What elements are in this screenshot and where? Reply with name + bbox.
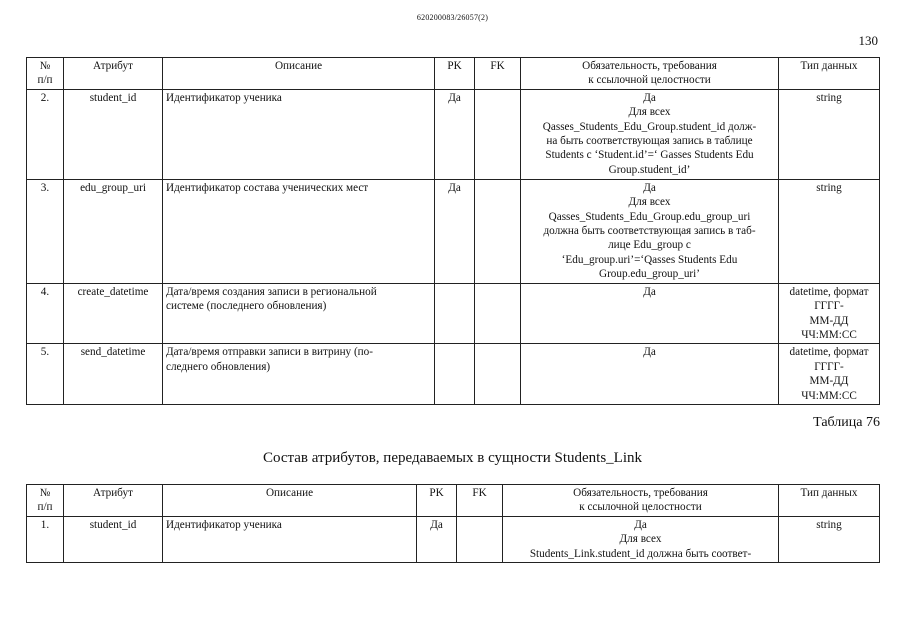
table-header-row xyxy=(27,485,880,517)
cell-num: 1. xyxy=(27,516,64,562)
cell-num: 2. xyxy=(27,89,64,179)
cell-fk xyxy=(457,516,503,562)
cell-requirements: Да Для всех Qasses_Students_Edu_Group.student_id долж- на быть соответствующая запись в таблице Students с ‘Student.id’=‘ Gasses Students Edu Group.student_id’ xyxy=(521,89,779,179)
students-link-attributes-table xyxy=(26,484,880,563)
cell-pk: Да xyxy=(417,516,457,562)
cell-num: 3. xyxy=(27,179,64,283)
header-description: Описание xyxy=(163,58,435,90)
cell-attribute: edu_group_uri xyxy=(64,179,163,283)
header-requirements: Обязательность, требования к ссылочной целостности xyxy=(503,485,779,517)
cell-requirements: Да Для всех Qasses_Students_Edu_Group.edu_group_uri должна быть соответствующая запись в таб- лице Edu_group с ‘Edu_group.uri’=‘Qasses Students Edu Group.edu_group_uri’ xyxy=(521,179,779,283)
cell-fk xyxy=(475,89,521,179)
table-row xyxy=(27,283,880,344)
cell-fk xyxy=(475,179,521,283)
document-id: 620200083/26057(2) xyxy=(416,13,489,22)
cell-data-type: string xyxy=(779,516,880,562)
cell-description: Дата/время создания записи в региональной системе (последнего обновления) xyxy=(163,283,435,344)
header-requirements: Обязательность, требования к ссылочной целостности xyxy=(521,58,779,90)
header-pk: PK xyxy=(417,485,457,517)
table-title: Состав атрибутов, передаваемых в сущности Students_Link xyxy=(263,450,642,466)
header-fk: FK xyxy=(475,58,521,90)
cell-num: 4. xyxy=(27,283,64,344)
cell-description: Идентификатор ученика xyxy=(163,516,417,562)
cell-pk: Да xyxy=(435,179,475,283)
cell-pk xyxy=(435,344,475,405)
cell-attribute: send_datetime xyxy=(64,344,163,405)
header-num: № п/п xyxy=(27,485,64,517)
table-row xyxy=(27,516,880,562)
cell-attribute: student_id xyxy=(64,89,163,179)
cell-pk xyxy=(435,283,475,344)
cell-requirements: Да xyxy=(521,344,779,405)
cell-description: Дата/время отправки записи в витрину (по- следнего обновления) xyxy=(163,344,435,405)
header-description: Описание xyxy=(163,485,417,517)
cell-requirements: Да xyxy=(521,283,779,344)
attributes-table-continued xyxy=(26,57,880,405)
header-fk: FK xyxy=(457,485,503,517)
cell-fk xyxy=(475,344,521,405)
header-data-type: Тип данных xyxy=(779,485,880,517)
table-header-row xyxy=(27,58,880,90)
cell-data-type: datetime, формат ГГГГ- ММ-ДД ЧЧ:ММ:СС xyxy=(779,344,880,405)
header-num: № п/п xyxy=(27,58,64,90)
table-row xyxy=(27,179,880,283)
cell-requirements: Да Для всех Students_Link.student_id должна быть соответ- xyxy=(503,516,779,562)
cell-description: Идентификатор состава ученических мест xyxy=(163,179,435,283)
page-number: 130 xyxy=(858,33,878,48)
table-row xyxy=(27,89,880,179)
cell-pk: Да xyxy=(435,89,475,179)
cell-description: Идентификатор ученика xyxy=(163,89,435,179)
cell-fk xyxy=(475,283,521,344)
cell-attribute: create_datetime xyxy=(64,283,163,344)
cell-data-type: datetime, формат ГГГГ- ММ-ДД ЧЧ:ММ:СС xyxy=(779,283,880,344)
cell-num: 5. xyxy=(27,344,64,405)
cell-data-type: string xyxy=(779,179,880,283)
header-pk: PK xyxy=(435,58,475,90)
table-caption: Таблица 76 xyxy=(813,415,880,430)
table-row xyxy=(27,344,880,405)
header-data-type: Тип данных xyxy=(779,58,880,90)
cell-data-type: string xyxy=(779,89,880,179)
header-attribute: Атрибут xyxy=(64,58,163,90)
header-attribute: Атрибут xyxy=(64,485,163,517)
cell-attribute: student_id xyxy=(64,516,163,562)
